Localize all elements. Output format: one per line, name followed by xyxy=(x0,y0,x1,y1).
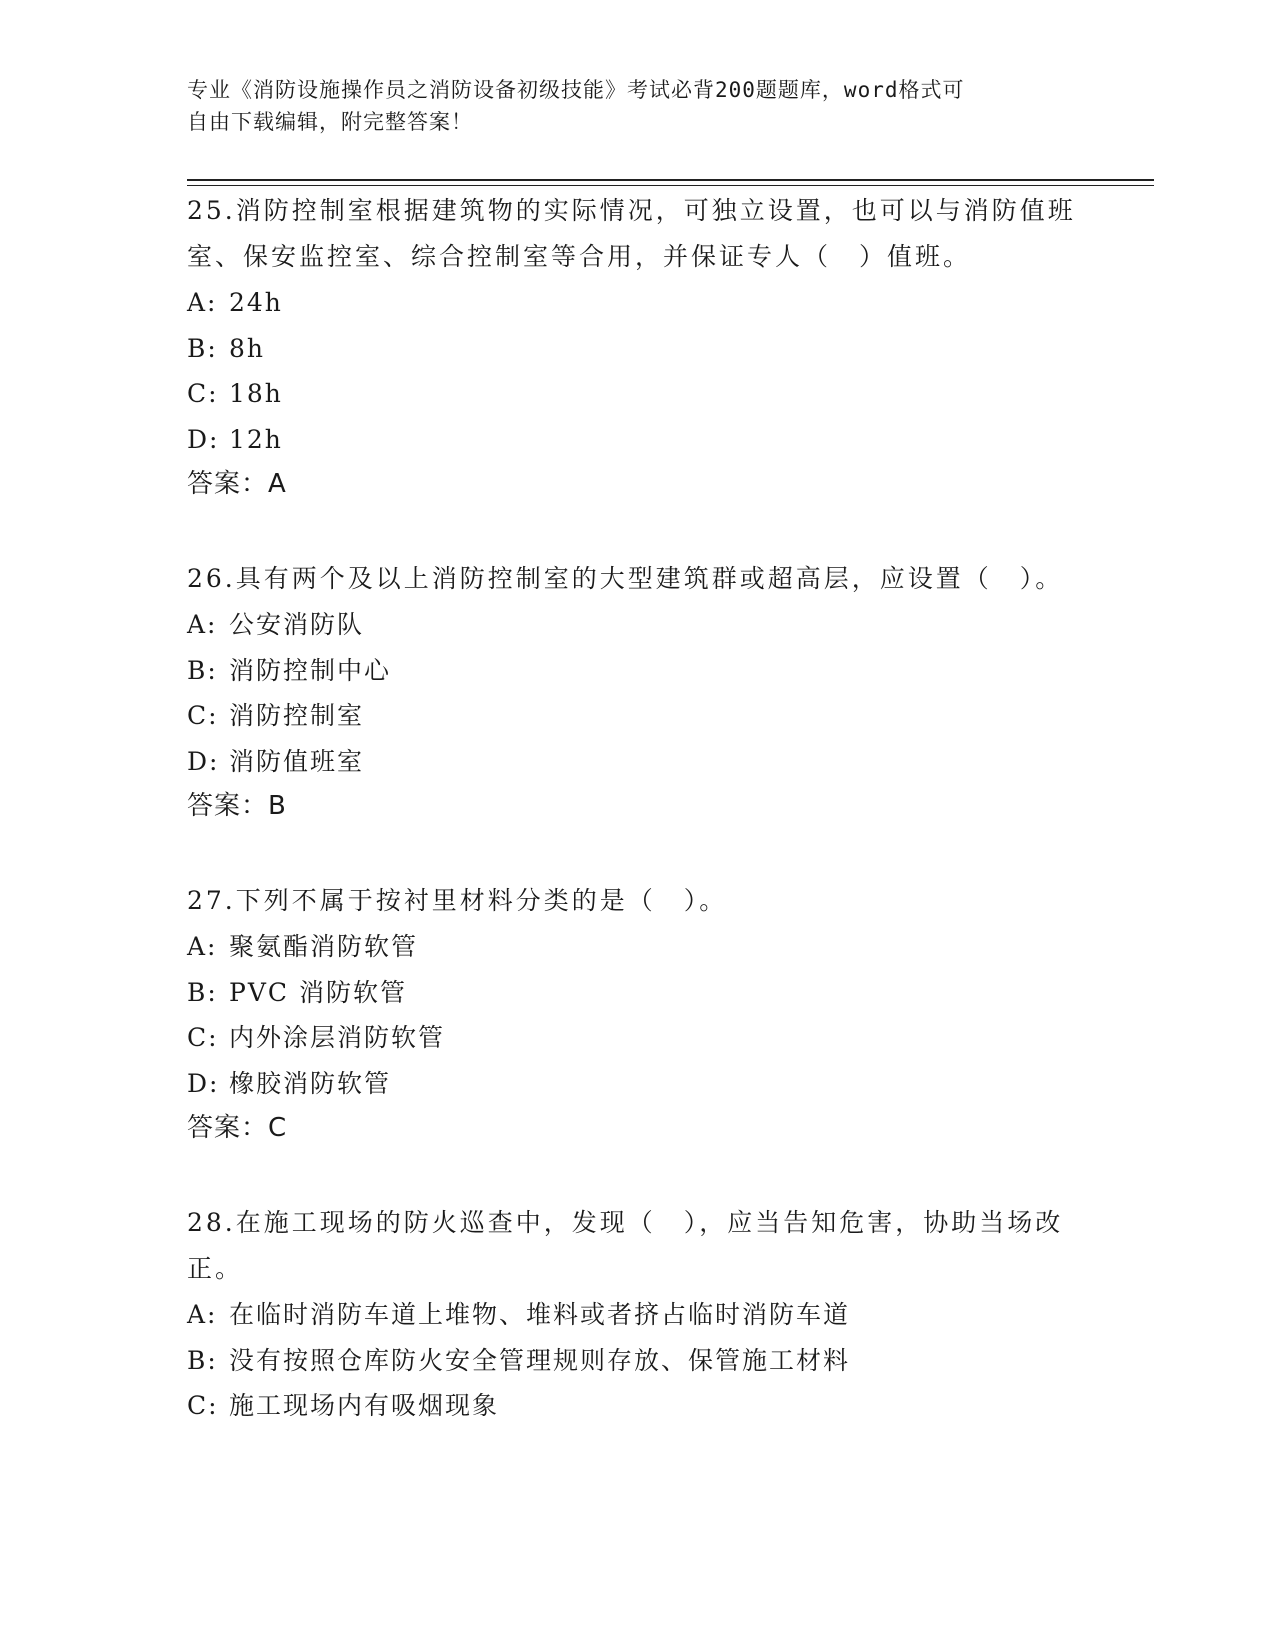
answer-line xyxy=(187,784,1087,828)
option-c xyxy=(187,1383,1087,1429)
option-d xyxy=(187,739,1087,785)
option-text: 内外涂层消防软管 xyxy=(229,1023,446,1052)
question-text xyxy=(187,556,1087,602)
option-text: 施工现场内有吸烟现象 xyxy=(229,1391,500,1420)
answer-label: 答案： xyxy=(187,1113,269,1143)
option-b xyxy=(187,970,1087,1016)
option-a xyxy=(187,924,1087,970)
question-text xyxy=(187,188,1087,280)
option-a xyxy=(187,1292,1087,1338)
question-number: 27. xyxy=(187,886,236,915)
option-letter: D: xyxy=(187,424,220,454)
question-27 xyxy=(187,878,1087,1150)
option-letter: A: xyxy=(187,288,218,317)
question-number: 26. xyxy=(187,564,236,593)
option-text: 没有按照仓库防火安全管理规则存放、保管施工材料 xyxy=(229,1345,851,1375)
option-letter: D: xyxy=(187,746,220,776)
option-c xyxy=(187,371,1087,417)
header-divider-thick xyxy=(187,179,1154,181)
option-letter: D: xyxy=(187,1068,220,1098)
option-d xyxy=(187,417,1087,463)
question-number: 25. xyxy=(187,196,236,225)
question-body: 具有两个及以上消防控制室的大型建筑群或超高层，应设置（ ）。 xyxy=(235,564,1064,593)
answer-value: C xyxy=(268,1113,288,1143)
option-text: PVC 消防软管 xyxy=(229,977,407,1007)
option-letter: B: xyxy=(187,1345,218,1375)
option-letter: B: xyxy=(187,977,218,1007)
option-text: 消防值班室 xyxy=(229,746,365,776)
option-text: 公安消防队 xyxy=(229,610,365,639)
header-line-1: 专业《消防设施操作员之消防设备初级技能》考试必背200题题库，word格式可 xyxy=(187,78,965,102)
answer-label: 答案： xyxy=(187,469,269,499)
option-c xyxy=(187,1015,1087,1061)
answer-label: 答案： xyxy=(187,791,269,821)
option-letter: C: xyxy=(187,1391,219,1420)
option-text: 12h xyxy=(229,424,283,454)
option-c xyxy=(187,693,1087,739)
option-letter: B: xyxy=(187,655,218,685)
question-26 xyxy=(187,556,1087,828)
answer-value: A xyxy=(268,469,287,499)
option-b xyxy=(187,326,1087,372)
answer-line xyxy=(187,1106,1087,1150)
option-a xyxy=(187,602,1087,648)
header-line-2: 自由下载编辑，附完整答案！ xyxy=(187,110,473,134)
option-text: 消防控制中心 xyxy=(229,655,392,685)
option-letter: C: xyxy=(187,1023,219,1052)
question-number: 28. xyxy=(187,1208,236,1237)
option-text: 在临时消防车道上堆物、堆料或者挤占临时消防车道 xyxy=(229,1300,851,1329)
option-letter: C: xyxy=(187,701,219,730)
option-letter: B: xyxy=(187,333,218,363)
question-body: 在施工现场的防火巡查中，发现（ ），应当告知危害，协助当场改正。 xyxy=(187,1208,1064,1283)
question-text xyxy=(187,878,1087,924)
option-letter: A: xyxy=(187,610,218,639)
option-letter: A: xyxy=(187,1300,218,1329)
option-text: 18h xyxy=(229,379,283,408)
document-header xyxy=(187,74,1067,138)
question-25 xyxy=(187,188,1087,506)
question-body: 下列不属于按衬里材料分类的是（ ）。 xyxy=(235,886,728,915)
option-text: 消防控制室 xyxy=(229,701,365,730)
option-text: 聚氨酯消防软管 xyxy=(229,932,419,961)
answer-line xyxy=(187,462,1087,506)
question-28 xyxy=(187,1200,1087,1429)
option-letter: A: xyxy=(187,932,218,961)
option-letter: C: xyxy=(187,379,219,408)
option-a xyxy=(187,280,1087,326)
header-divider-thin xyxy=(187,185,1154,186)
question-text xyxy=(187,1200,1087,1292)
option-b xyxy=(187,648,1087,694)
option-b xyxy=(187,1338,1087,1384)
answer-value: B xyxy=(268,791,287,821)
question-list xyxy=(187,188,1087,1429)
question-body: 消防控制室根据建筑物的实际情况，可独立设置，也可以与消防值班室、保安监控室、综合控制室等合用，并保证专人（ ）值班。 xyxy=(187,196,1076,271)
option-text: 24h xyxy=(229,288,283,317)
option-d xyxy=(187,1061,1087,1107)
option-text: 8h xyxy=(229,333,266,363)
option-text: 橡胶消防软管 xyxy=(229,1068,392,1098)
